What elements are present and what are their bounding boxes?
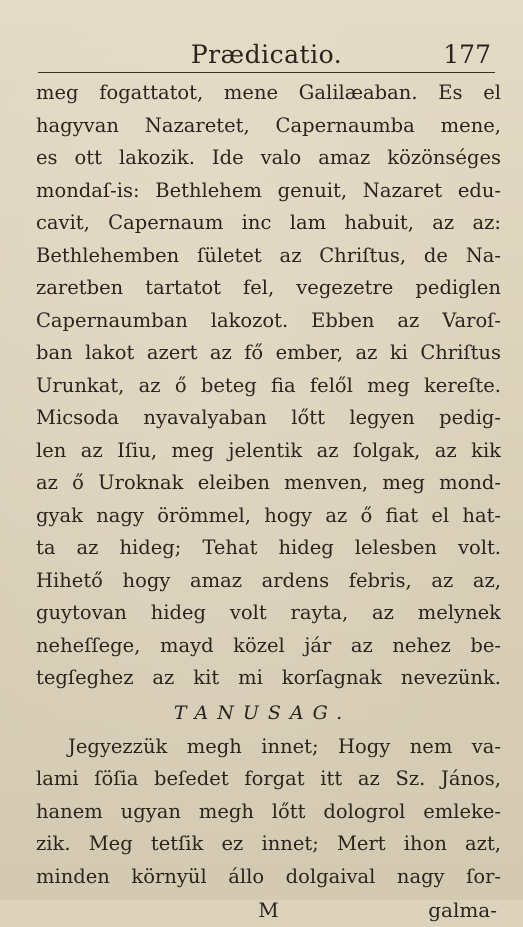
text-line: zaretben tartatot fel, vegezetre pediglen [36, 276, 501, 299]
text-line: lami ſöſia beſedet forgat itt az Sz. János, [36, 767, 501, 790]
text-line: cavit, Capernaum inc lam habuit, az az: [36, 211, 501, 234]
text-line: Hihető hogy amaz ardens febris, az az, [36, 568, 501, 592]
text-line: len az Iſiu, meg jelentik az ſolgak, az kik [36, 438, 501, 462]
text-line: es ott lakozik. Ide valo amaz közönséges [36, 146, 501, 169]
text-line: Micsoda nyavalyaban lőtt legyen pedig- [36, 406, 501, 429]
text-line: Capernaumban lakozot. Ebben az Varoſ- [36, 308, 501, 332]
body-text [36, 77, 501, 893]
running-title: Prædicatio. [190, 40, 343, 69]
text-line: az ő Uroknak eleiben menven, meg mond- [36, 471, 501, 494]
text-line: guytovan hideg volt rayta, az melynek [36, 601, 501, 624]
text-line: meg fogattatot, mene Galilæaban. Es el [36, 81, 501, 104]
text-line: minden környül állo dolgaival nagy ſor- [36, 864, 501, 888]
page-number: 177 [443, 40, 491, 69]
page-footer [36, 893, 501, 927]
text-line: hanem ugyan megh lőtt dologrol emleke- [36, 799, 501, 823]
text-line: Urunkat, az ő beteg fia felől meg kereſte. [36, 373, 501, 397]
page-header [38, 38, 495, 73]
section-heading: TANUSAG. [173, 701, 352, 724]
text-line: zik. Meg tetſik ez innet; Mert ihon azt, [36, 832, 501, 855]
text-line: gyak nagy örömmel, hogy az ő fiat el hat- [36, 503, 501, 527]
text-line: neheſſege, mayd közel jár az nehez be- [36, 633, 501, 657]
signature-mark: M [258, 898, 279, 922]
text-line: ban lakot azert az fő ember, az ki Chriſtus [36, 341, 501, 364]
text-line: Bethlehemben ſületet az Chriſtus, de Na- [36, 243, 501, 267]
text-line: Jegyezzük megh innet; Hogy nem va- [68, 734, 501, 758]
text-line: hagyvan Nazaretet, Capernaumba mene, [36, 113, 501, 137]
text-line: tegſeghez az kit mi korſagnak nevezünk. [36, 666, 501, 689]
text-line: mondaſ-is: Bethlehem genuit, Nazaret edu- [36, 178, 501, 202]
text-line: ta az hideg; Tehat hideg lelesben volt. [36, 536, 501, 559]
catchword: galma- [428, 898, 497, 922]
